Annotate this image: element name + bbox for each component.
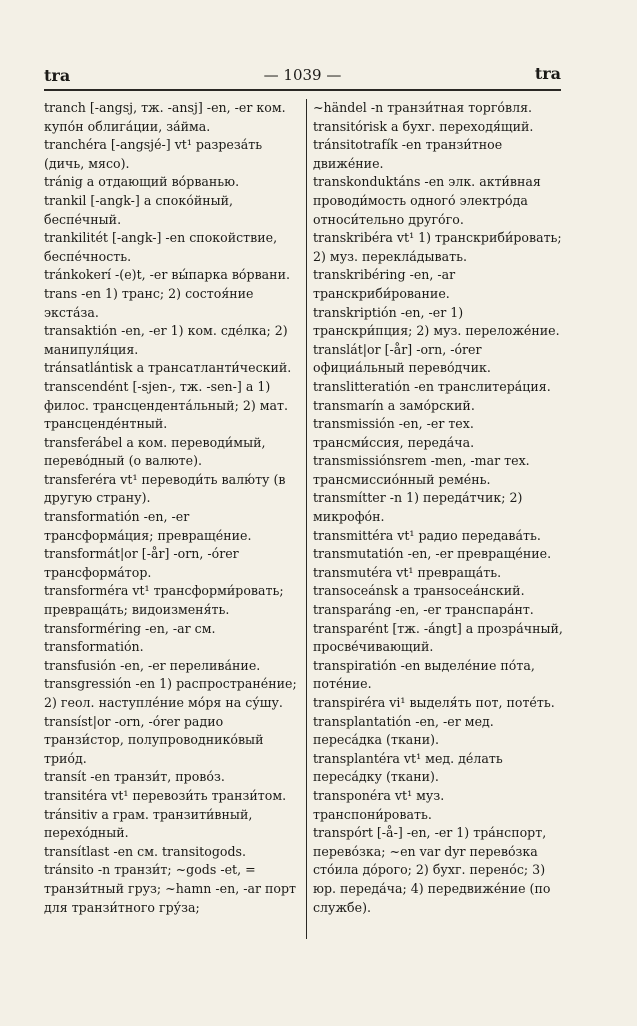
dictionary-entry: tranchéra [-angsjé-] vt¹ разреза́ть (дичь, мясо). bbox=[44, 137, 263, 171]
dictionary-entry: transoceánsk a транsoceáнский. bbox=[313, 583, 525, 599]
dictionary-entry: ~händel -n транзи́тная торго́вля. bbox=[313, 100, 533, 115]
header-left-guide-word: tra bbox=[44, 66, 71, 85]
left-column bbox=[44, 99, 307, 939]
dictionary-entry: transfusión -en, -er перелива́ние. bbox=[44, 657, 261, 673]
dictionary-entry: transmarín a замо́рский. bbox=[313, 397, 475, 413]
dictionary-entry: transcendént [-sjen-, тж. -sen-] a 1) филос. трансцендента́льный; 2) мат. трансценде́нтный. bbox=[44, 378, 289, 432]
dictionary-entry: transkribéring -en, -ar транскриби́рование. bbox=[313, 267, 456, 301]
dictionary-entry: transferábel a ком. переводи́мый, перево́дный (о валюте). bbox=[44, 434, 266, 469]
dictionary-entry: transplantéra vt¹ мед. де́лать переса́дку (ткани). bbox=[313, 750, 503, 785]
dictionary-entry: transít -en транзи́т, прово́з. bbox=[44, 769, 225, 785]
dictionary-entry: tránsito -n транзи́т; ~gods -et, = транзи́тный груз; ~hamn -en, -ar порт для транзи́тного гру́за; bbox=[44, 862, 297, 915]
dictionary-entry: tránsitiv a грам. транзити́вный, перехо́дный. bbox=[44, 806, 253, 841]
dictionary-entry: transitórisk a бухг. переходя́щий. bbox=[313, 118, 534, 134]
dictionary-entry: transparént [тж. -ángt] a прозра́чный, просве́чивающий. bbox=[313, 620, 563, 655]
dictionary-entry: tránsatlántisk a трансатланти́ческий. bbox=[44, 360, 292, 376]
dictionary-entry: transpórt [-å-] -en, -er 1) тра́нспорт, перево́зка; ~en var dyr перево́зка сто́ила до́рого; 2) бухг. перено́с; 3) юр. переда́ча; 4) передвиже́ние (по службе). bbox=[313, 825, 551, 915]
dictionary-entry: transparáng -en, -er транспара́нт. bbox=[313, 602, 534, 618]
dictionary-entry: transforméring -en, -ar см. transformatión. bbox=[44, 620, 216, 655]
dictionary-entry: tránsitotrafík -en транзи́тное движе́ние. bbox=[313, 137, 503, 171]
dictionary-entry: transitéra vt¹ перевози́ть транзи́том. bbox=[44, 787, 287, 803]
right-column bbox=[313, 99, 563, 939]
dictionary-entry: transponéra vt¹ муз. транспони́ровать. bbox=[313, 787, 445, 822]
dictionary-entry: transmutatión -en, -er превраще́ние. bbox=[313, 546, 552, 562]
dictionary-entry: transpiratión -en выделе́ние по́та, поте́ние. bbox=[313, 657, 535, 692]
header-right-guide-word: tra bbox=[534, 64, 561, 83]
dictionary-entry: trankilitét [-angk-] -en спокойствие, беспе́чность. bbox=[44, 230, 278, 264]
header-rule bbox=[44, 89, 561, 91]
dictionary-entry: transplantatión -en, -er мед. переса́дка (ткани). bbox=[313, 713, 494, 748]
dictionary-entry: transmutéra vt¹ превраща́ть. bbox=[313, 564, 502, 580]
dictionary-entry: tránig a отдающий во́рванью. bbox=[44, 174, 240, 190]
dictionary-entry: transmissiónsrem -men, -mar тех. трансмиссио́нный реме́нь. bbox=[313, 453, 530, 487]
dictionary-entry: tránkokerí -(e)t, -er вы́парка во́рвани. bbox=[44, 267, 290, 283]
dictionary-entry: trans -en 1) транс; 2) состоя́ние экста́за. bbox=[44, 285, 254, 320]
dictionary-entry: transmissión -en, -er тех. трансми́ссия, переда́ча. bbox=[313, 416, 475, 450]
dictionary-entry: translát|or [-år] -orn, -órer официа́льный перево́дчик. bbox=[313, 341, 491, 376]
dictionary-entry: transformát|or [-år] -orn, -órer трансформа́тор. bbox=[44, 546, 239, 580]
dictionary-entry: transkribéra vt¹ 1) транскриби́ровать; 2) муз. перекла́дывать. bbox=[313, 230, 562, 264]
dictionary-entry: transkriptión -en, -er 1) транскри́пция; 2) муз. переложе́ние. bbox=[313, 304, 560, 339]
dictionary-entry: transíst|or -orn, -órer радио транзи́стор, полупроводнико́вый трио́д. bbox=[44, 713, 264, 766]
dictionary-entry: translitteratión -en транслитера́ция. bbox=[313, 378, 551, 394]
dictionary-entry: transmittéra vt¹ радио передава́ть. bbox=[313, 527, 541, 543]
dictionary-entry: transpiréra vi¹ выделя́ть пот, поте́ть. bbox=[313, 695, 555, 710]
dictionary-entry: transmítter -n 1) переда́тчик; 2) микрофо́н. bbox=[313, 490, 523, 525]
page-number: — 1039 — bbox=[263, 66, 342, 84]
dictionary-entry: transaktión -en, -er 1) ком. сде́лка; 2) манипуля́ция. bbox=[44, 323, 288, 357]
dictionary-entry: transforméra vt¹ трансформи́ровать; превраща́ть; видоизменя́ть. bbox=[44, 583, 284, 618]
dictionary-entry: tranch [-angsj, тж. -ansj] -en, -er ком. купо́н облига́ции, за́йма. bbox=[44, 100, 286, 134]
dictionary-entry: transformatión -en, -er трансформа́ция; превраще́ние. bbox=[44, 509, 252, 543]
page-header bbox=[44, 64, 561, 88]
dictionary-entry: transferéra vt¹ переводи́ть валю́ту (в другую страну). bbox=[44, 471, 286, 506]
dictionary-entry: transgressión -en 1) распростране́ние; 2) геол. наступле́ние мо́ря на су́шу. bbox=[44, 676, 297, 710]
dictionary-entry: transítlast -en см. transitogods. bbox=[44, 843, 246, 859]
dictionary-entry: trankil [-angk-] a споко́йный, беспе́чный. bbox=[44, 192, 234, 227]
dictionary-entry: transkonduktáns -en элк. акти́вная проводи́мость одного́ электро́да относи́тельно друго́го. bbox=[313, 174, 541, 227]
